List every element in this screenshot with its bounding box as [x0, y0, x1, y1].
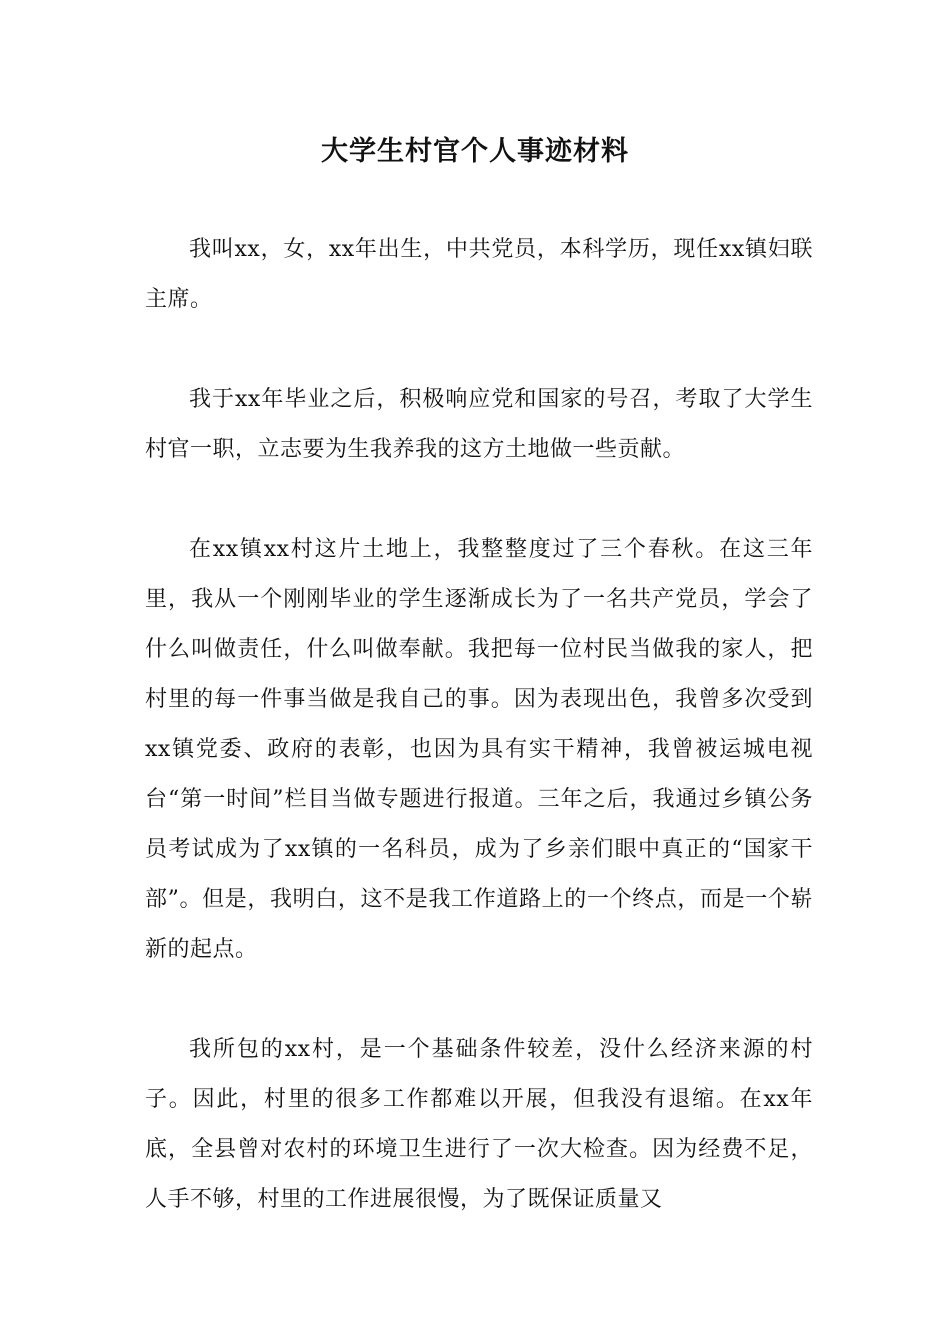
paragraph-1: 我叫xx，女，xx年出生，中共党员，本科学历，现任xx镇妇联主席。: [145, 237, 813, 312]
paragraph-3: 在xx镇xx村这片土地上，我整整度过了三个春秋。在这三年里，我从一个刚刚毕业的学生逐渐成长为了一名共产党员，学会了什么叫做责任，什么叫做奉献。我把每一位村民当做我的家人，把村里的每一件事当做是我自己的事。因为表现出色，我曾多次受到xx镇党委、政府的表彰，也因为具有实干精神，我曾被运城电视台“第一时间”栏目当做专题进行报道。三年之后，我通过乡镇公务员考试成为了xx镇的一名科员，成为了乡亲们眼中真正的“国家干部”。但是，我明白，这不是我工作道路上的一个终点，而是一个崭新的起点。: [145, 537, 813, 962]
document-title: 大学生村官个人事迹材料: [321, 136, 629, 167]
document-body: [145, 225, 813, 1275]
paragraph-4: 我所包的xx村，是一个基础条件较差，没什么经济来源的村子。因此，村里的很多工作都难以开展，但我没有退缩。在xx年底，全县曾对农村的环境卫生进行了一次大检查。因为经费不足，人手不够，村里的工作进展很慢，为了既保证质量又: [145, 1037, 813, 1212]
paragraph-2: 我于xx年毕业之后，积极响应党和国家的号召，考取了大学生村官一职，立志要为生我养我的这方土地做一些贡献。: [145, 387, 813, 462]
